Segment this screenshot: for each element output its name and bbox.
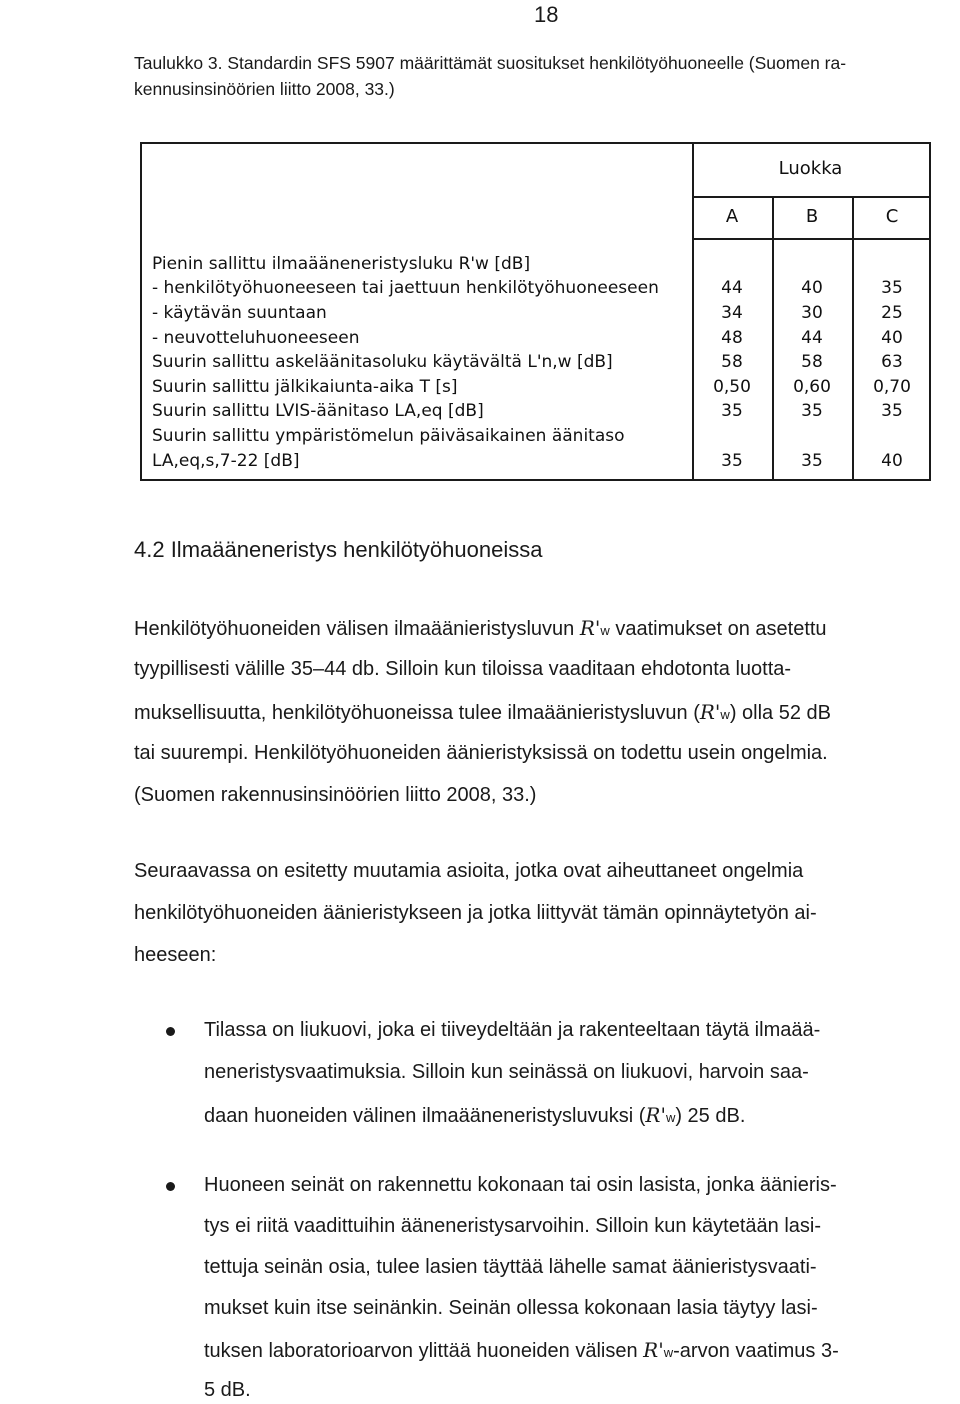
rw-subscript: w (665, 1110, 676, 1125)
table-cell: 40 (881, 451, 903, 471)
table-cell: 48 (721, 328, 743, 348)
text-line: tai suurempi. Henkilötyöhuoneiden äänieristyksissä on todettu usein ongelmia. (134, 742, 828, 764)
table-cell: 35 (881, 278, 903, 298)
row-label: LA,eq,s,7-22 [dB] (152, 451, 300, 471)
text-line: heeseen: (134, 944, 217, 966)
text-line (204, 1338, 839, 1363)
text-run: ) 25 dB. (675, 1105, 746, 1127)
row-label: Suurin sallittu ympäristömelun päiväsaikainen äänitaso (152, 426, 625, 446)
text-line: tys ei riitä vaadittuihin ääneneristysarvoihin. Silloin kun käytetään lasi- (204, 1215, 821, 1237)
text-run: ) olla 52 dB (729, 702, 831, 724)
text-run: Henkilötyöhuoneiden välisen ilmaäänieristysluvun (134, 618, 580, 640)
text-run: muksellisuutta, henkilötyöhuoneissa tulee ilmaäänieristysluvun ( (134, 702, 700, 724)
text-line: Huoneen seinät on rakennettu kokonaan tai osin lasista, jonka äänieris- (204, 1174, 837, 1196)
requirements-table (140, 142, 931, 481)
section-heading: 4.2 Ilmaääneneristys henkilötyöhuoneissa (134, 537, 543, 562)
table-cell: 35 (801, 401, 823, 421)
table-caption (134, 50, 934, 102)
rw-symbol: R' (699, 700, 721, 724)
row-label: - henkilötyöhuoneeseen tai jaettuun henkilötyöhuoneeseen (152, 278, 659, 298)
table-cell: 40 (881, 328, 903, 348)
column-header-a: A (725, 206, 739, 227)
rw-subscript: w (600, 623, 610, 638)
table-cell: 0,70 (873, 377, 911, 397)
table-cell: 58 (801, 352, 823, 372)
text-line (204, 1103, 745, 1128)
table-cell: 44 (801, 328, 823, 348)
row-label: - neuvotteluhuoneeseen (152, 328, 360, 348)
row-label: - käytävän suuntaan (152, 303, 327, 323)
text-line (134, 700, 831, 725)
text-run: daan huoneiden välinen ilmaääneneristysluvuksi ( (204, 1105, 646, 1127)
text-line: tettuja seinän osia, tulee lasien täyttää lähelle samat äänieristysvaati- (204, 1256, 817, 1278)
page-number: 18 (534, 2, 559, 27)
table-cell: 35 (801, 451, 823, 471)
text-line: (Suomen rakennusinsinöörien liitto 2008, 33.) (134, 784, 537, 806)
class-group-header: Luokka (778, 158, 843, 179)
text-run: tuksen laboratorioarvon ylittää huoneiden välisen (204, 1340, 644, 1362)
rw-symbol: R' (645, 1103, 666, 1127)
column-header-b: B (805, 206, 819, 227)
table-cell: 0,50 (713, 377, 751, 397)
text-line: 5 dB. (204, 1379, 251, 1401)
table-cell: 63 (881, 352, 903, 372)
rw-subscript: w (663, 1345, 674, 1360)
table-cell: 34 (721, 303, 743, 323)
text-line: Tilassa on liukuovi, joka ei tiiveydeltään ja rakenteeltaan täytä ilmaää- (204, 1019, 821, 1041)
text-line (134, 616, 827, 641)
text-line: neneristysvaatimuksia. Silloin kun seinässä on liukuovi, harvoin saa- (204, 1061, 809, 1083)
rw-symbol: R' (643, 1338, 664, 1362)
row-label: Pienin sallittu ilmaääneneristysluku R'w [dB] (152, 254, 531, 274)
text-line: Seuraavassa on esitetty muutamia asioita, jotka ovat aiheuttaneet ongelmia (134, 860, 804, 882)
table-cell: 0,60 (793, 377, 831, 397)
rw-subscript: w (720, 707, 730, 722)
bullet-icon (166, 1027, 175, 1036)
table-cell: 30 (801, 303, 823, 323)
text-line: henkilötyöhuoneiden äänieristykseen ja jotka liittyvät tämän opinnäytetyön ai- (134, 902, 817, 924)
table-cell: 40 (801, 278, 823, 298)
table-cell: 35 (721, 401, 743, 421)
column-header-c: C (885, 206, 899, 227)
caption-line: Taulukko 3. Standardin SFS 5907 määrittämät suositukset henkilötyöhuoneelle (Suomen ra- (134, 53, 847, 73)
row-label: Suurin sallittu jälkikaiunta-aika T [s] (152, 377, 458, 397)
caption-line: kennusinsinöörien liitto 2008, 33.) (134, 79, 395, 99)
table-cell: 35 (881, 401, 903, 421)
table-cell: 58 (721, 352, 743, 372)
bullet-icon (166, 1182, 175, 1191)
row-label: Suurin sallittu LVIS-äänitaso LA,eq [dB] (152, 401, 484, 421)
row-label: Suurin sallittu askeläänitasoluku käytävältä L'n,w [dB] (152, 352, 613, 372)
table-cell: 35 (721, 451, 743, 471)
text-run: vaatimukset on asetettu (609, 618, 827, 640)
rw-symbol: R' (579, 616, 601, 640)
text-run: -arvon vaatimus 3- (673, 1340, 839, 1362)
text-line: tyypillisesti välille 35–44 db. Silloin kun tiloissa vaaditaan ehdotonta luotta- (134, 658, 792, 680)
text-line: mukset kuin itse seinänkin. Seinän ollessa kokonaan lasia täytyy lasi- (204, 1297, 818, 1319)
table-divider (692, 238, 929, 240)
table-cell: 44 (721, 278, 743, 298)
table-divider (692, 196, 929, 198)
table-cell: 25 (881, 303, 903, 323)
